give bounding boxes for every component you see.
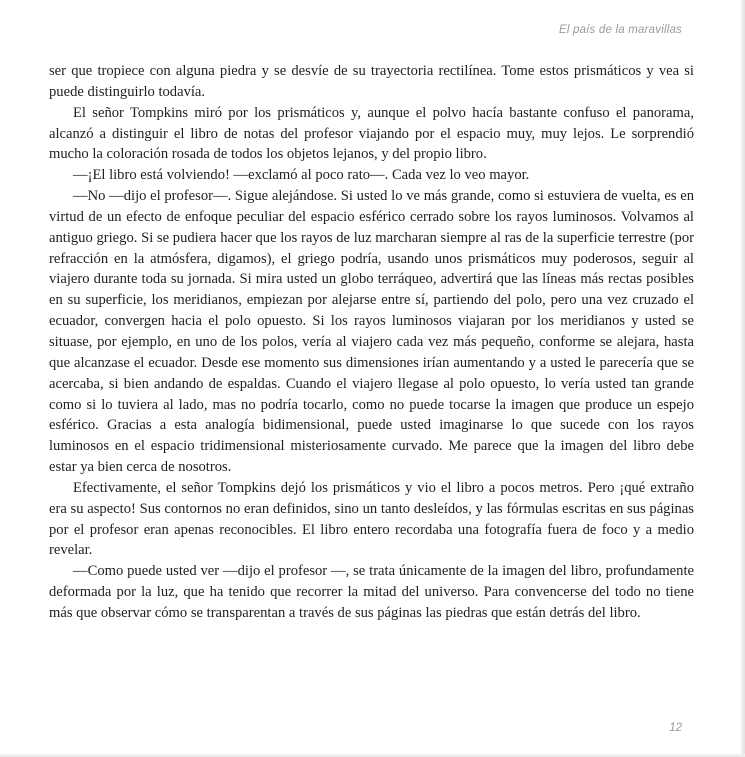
- paragraph: —No —dijo el profesor—. Sigue alejándose. Si usted lo ve más grande, como si estuviera de vuelta, es en virtud de un efecto de enfoque peculiar del espacio esférico cerrado sobre los rayos luminosos. Volvamos al antiguo griego. Si se pudiera hacer que los rayos de luz marcharan siempre al ras de la superficie terrestre (por refracción en la atmósfera, digamos), el griego podría, usando unos prismáticos muy poderosos, seguir al viajero durante toda su jornada. Si mira usted un globo terráqueo, advertirá que las líneas más rectas posibles en su superficie, los meridianos, empiezan por alejarse entre sí, partiendo del polo, pero una vez cruzado el ecuador, convergen hacia el polo opuesto. Si los rayos luminosos viajaran por los meridianos y usted se situase, por ejemplo, en uno de los polos, vería al viajero cada vez más pequeño, conforme se alejara, hasta que alcanzase el ecuador. Desde ese momento sus dimensiones irían aumentando y a usted le parecería que se acercaba, si bien andando de espaldas. Cuando el viajero llegase al polo opuesto, lo vería usted tan grande como si lo tuviera al lado, mas no podría tocarlo, como no puede tocarse la imagen que produce un espejo esférico. Gracias a esta analogía bidimensional, puede usted imaginarse lo que sucede con los rayos luminosos en el espacio tridimensional misteriosamente curvado. Me parece que la imagen del libro debe estar ya bien cerca de nosotros.: [49, 188, 694, 476]
- page-number: 12: [669, 722, 682, 734]
- page-edge-shadow: [741, 0, 745, 757]
- paragraph: El señor Tompkins miró por los prismáticos y, aunque el polvo hacía bastante confuso el panorama, alcanzó a distinguir el libro de notas del profesor viajando por el espacio muy, muy lejos. Le sorprendió mucho la coloración rosada de todos los objetos lejanos, y del propio libro.: [49, 104, 694, 163]
- page-text: [49, 61, 694, 624]
- paragraph: Efectivamente, el señor Tompkins dejó los prismáticos y vio el libro a pocos metros. Pero ¡qué extraño era su aspecto! Sus contornos no eran definidos, sino un tanto desleídos, y las fórmulas escritas en sus páginas por el profesor eran apenas reconocibles. El libro entero recordaba una fotografía fuera de foco y a medio revelar.: [49, 479, 694, 559]
- paragraph: —¡El libro está volviendo! —exclamó al poco rato—. Cada vez lo veo mayor.: [73, 167, 530, 184]
- paragraph: —Como puede usted ver —dijo el profesor —, se trata únicamente de la imagen del libro, profundamente deformada por la luz, que ha tenido que recorrer la mitad del universo. Para convencerse del todo no tiene más que observar cómo se transparentan a través de sus páginas las piedras que están detrás del libro.: [49, 563, 694, 621]
- paragraph: ser que tropiece con alguna piedra y se desvíe de su trayectoria rectilínea. Tome estos prismáticos y vea si puede distinguirlo todavía.: [49, 63, 694, 100]
- running-header: El país de la maravillas: [558, 24, 682, 36]
